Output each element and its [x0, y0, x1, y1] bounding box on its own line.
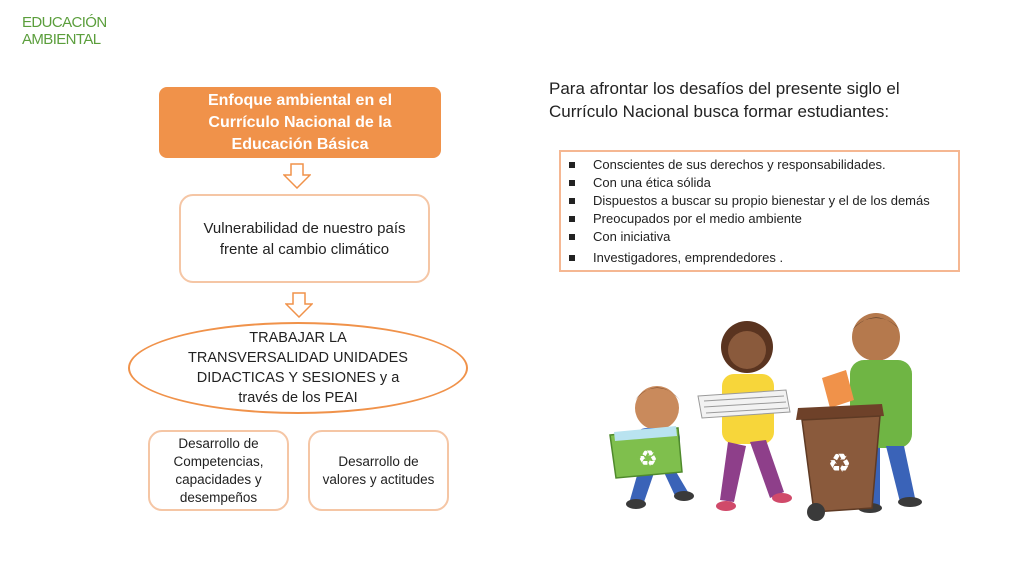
- list-item-text: Dispuestos a buscar su propio bienestar y el de los demás: [593, 193, 930, 208]
- bullet-icon: [569, 216, 575, 222]
- list-item: [569, 192, 958, 210]
- title-box: Enfoque ambiental en el Currículo Nacional de la Educación Básica: [159, 87, 441, 158]
- list-item: [569, 249, 958, 267]
- logo-line-2: AMBIENTAL: [22, 31, 101, 48]
- bullet-icon: [569, 162, 575, 168]
- brown-recycle-bin: [796, 404, 884, 521]
- list-item-text: Conscientes de sus derechos y responsabilidades.: [593, 157, 886, 172]
- bullet-icon: [569, 198, 575, 204]
- list-item: [569, 210, 958, 228]
- qualities-list-box: [559, 150, 960, 272]
- newspaper-stack: [698, 390, 790, 418]
- recycling-family-illustration: [600, 300, 945, 525]
- list-item: [569, 174, 958, 192]
- qualities-list: [569, 156, 958, 267]
- list-item: [569, 156, 958, 174]
- down-arrow-icon: [283, 163, 311, 189]
- list-item-text: Investigadores, emprendedores .: [593, 250, 784, 265]
- bullet-icon: [569, 180, 575, 186]
- logo-line-1: EDUCACIÓN: [22, 14, 107, 31]
- bullet-icon: [569, 234, 575, 240]
- vulnerability-box: Vulnerabilidad de nuestro país frente al cambio climático: [179, 194, 430, 283]
- green-recycle-bin: [610, 426, 682, 478]
- logo: [22, 14, 142, 48]
- bullet-icon: [569, 255, 575, 261]
- valores-box: Desarrollo de valores y actitudes: [308, 430, 449, 511]
- intro-text: Para afrontar los desafíos del presente siglo el Currículo Nacional busca formar estudiantes:: [549, 79, 900, 121]
- down-arrow-icon: [285, 292, 313, 318]
- competencias-box: Desarrollo de Competencias, capacidades y desempeños: [148, 430, 289, 511]
- recycle-icon: ♻: [828, 449, 852, 479]
- recycle-icon: ♻: [638, 447, 658, 472]
- transversality-ellipse: TRABAJAR LA TRANSVERSALIDAD UNIDADES DIDACTICAS Y SESIONES y a través de los PEAI: [128, 322, 468, 414]
- list-item-text: Con una ética sólida: [593, 175, 711, 190]
- list-item: [569, 228, 958, 246]
- list-item-text: Preocupados por el medio ambiente: [593, 211, 802, 226]
- list-item-text: Con iniciativa: [593, 229, 671, 244]
